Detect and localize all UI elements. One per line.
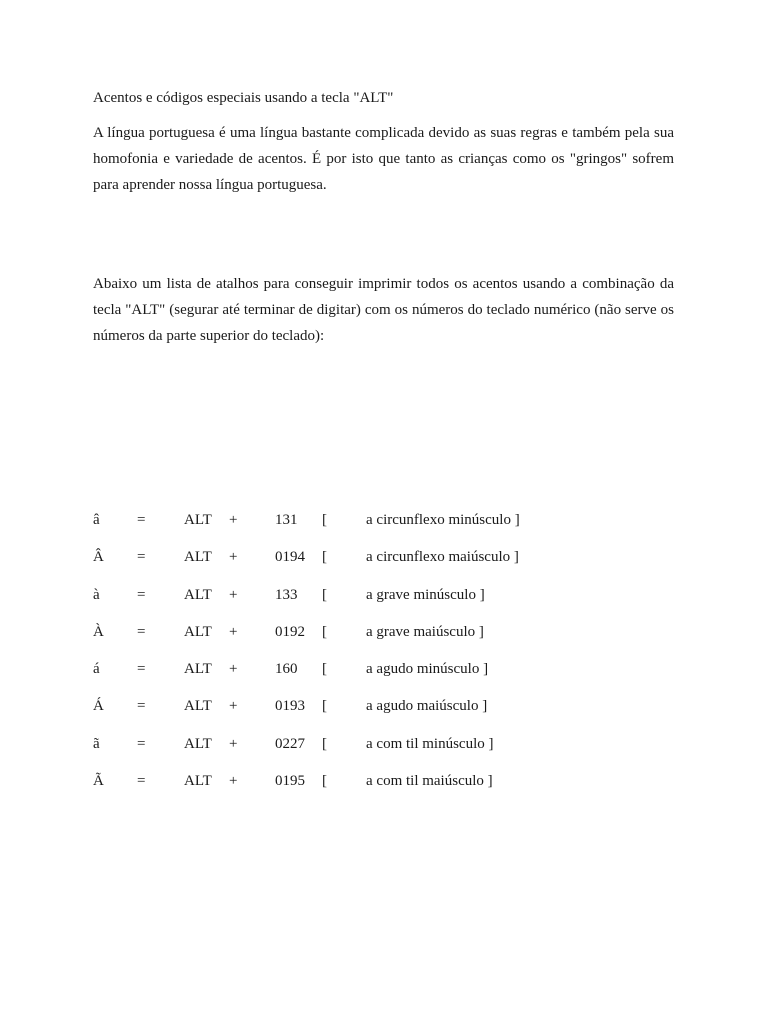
- accented-char: â: [93, 512, 100, 528]
- char-description: a grave minúsculo ]: [366, 586, 485, 603]
- alt-code-row: [93, 770, 653, 807]
- alt-code-list: [93, 509, 653, 807]
- plus-sign: +: [229, 586, 238, 603]
- alt-code-row: [93, 733, 653, 770]
- plus-sign: +: [229, 773, 238, 790]
- alt-code-row: [93, 695, 653, 732]
- equals-sign: =: [137, 512, 146, 528]
- alt-code-row: [93, 509, 653, 546]
- open-bracket: [: [322, 661, 327, 678]
- alt-key-label: ALT: [184, 661, 212, 678]
- accented-char: Â: [93, 549, 104, 566]
- equals-sign: =: [137, 698, 146, 715]
- numeric-code: 131: [275, 512, 298, 528]
- alt-code-row: [93, 584, 653, 621]
- equals-sign: =: [137, 735, 146, 752]
- alt-key-label: ALT: [184, 586, 212, 603]
- open-bracket: [: [322, 549, 327, 566]
- alt-key-label: ALT: [184, 735, 212, 752]
- char-description: a com til maiúsculo ]: [366, 773, 493, 790]
- plus-sign: +: [229, 698, 238, 715]
- equals-sign: =: [137, 623, 146, 640]
- open-bracket: [: [322, 735, 327, 752]
- plus-sign: +: [229, 623, 238, 640]
- accented-char: á: [93, 661, 100, 678]
- alt-key-label: ALT: [184, 698, 212, 715]
- plus-sign: +: [229, 512, 238, 528]
- plus-sign: +: [229, 661, 238, 678]
- char-description: a circunflexo maiúsculo ]: [366, 549, 519, 566]
- char-description: a grave maiúsculo ]: [366, 623, 484, 640]
- plus-sign: +: [229, 549, 238, 566]
- intro-paragraph: A língua portuguesa é uma língua bastante complicada devido as suas regras e também pela sua homofonia e variedade de acentos. É por isto que tanto as crianças como os "gringos" sofrem para aprender nossa língua portuguesa.: [93, 125, 674, 193]
- char-description: a agudo maiúsculo ]: [366, 698, 488, 715]
- numeric-code: 0192: [275, 623, 305, 640]
- numeric-code: 0193: [275, 698, 305, 715]
- open-bracket: [: [322, 773, 327, 790]
- equals-sign: =: [137, 549, 146, 566]
- document-heading: Acentos e códigos especiais usando a tecla "ALT": [93, 90, 394, 106]
- numeric-code: 160: [275, 661, 298, 678]
- equals-sign: =: [137, 586, 146, 603]
- numeric-code: 133: [275, 586, 298, 603]
- plus-sign: +: [229, 735, 238, 752]
- accented-char: À: [93, 623, 104, 640]
- numeric-code: 0227: [275, 735, 305, 752]
- instructions-paragraph: Abaixo um lista de atalhos para conseguir imprimir todos os acentos usando a combinação da tecla "ALT" (segurar até terminar de digitar) com os números do teclado numérico (não serve os números da parte superior do teclado):: [93, 276, 674, 344]
- accented-char: ã: [93, 735, 100, 752]
- open-bracket: [: [322, 512, 327, 528]
- numeric-code: 0194: [275, 549, 305, 566]
- alt-key-label: ALT: [184, 549, 212, 566]
- open-bracket: [: [322, 586, 327, 603]
- char-description: a circunflexo minúsculo ]: [366, 512, 520, 528]
- equals-sign: =: [137, 661, 146, 678]
- alt-code-row: [93, 621, 653, 658]
- alt-key-label: ALT: [184, 623, 212, 640]
- accented-char: Ã: [93, 773, 104, 790]
- alt-code-row: [93, 658, 653, 695]
- numeric-code: 0195: [275, 773, 305, 790]
- char-description: a com til minúsculo ]: [366, 735, 494, 752]
- alt-key-label: ALT: [184, 512, 212, 528]
- open-bracket: [: [322, 623, 327, 640]
- accented-char: à: [93, 586, 100, 603]
- open-bracket: [: [322, 698, 327, 715]
- alt-key-label: ALT: [184, 773, 212, 790]
- equals-sign: =: [137, 773, 146, 790]
- char-description: a agudo minúsculo ]: [366, 661, 489, 678]
- accented-char: Á: [93, 698, 104, 715]
- alt-code-row: [93, 546, 653, 583]
